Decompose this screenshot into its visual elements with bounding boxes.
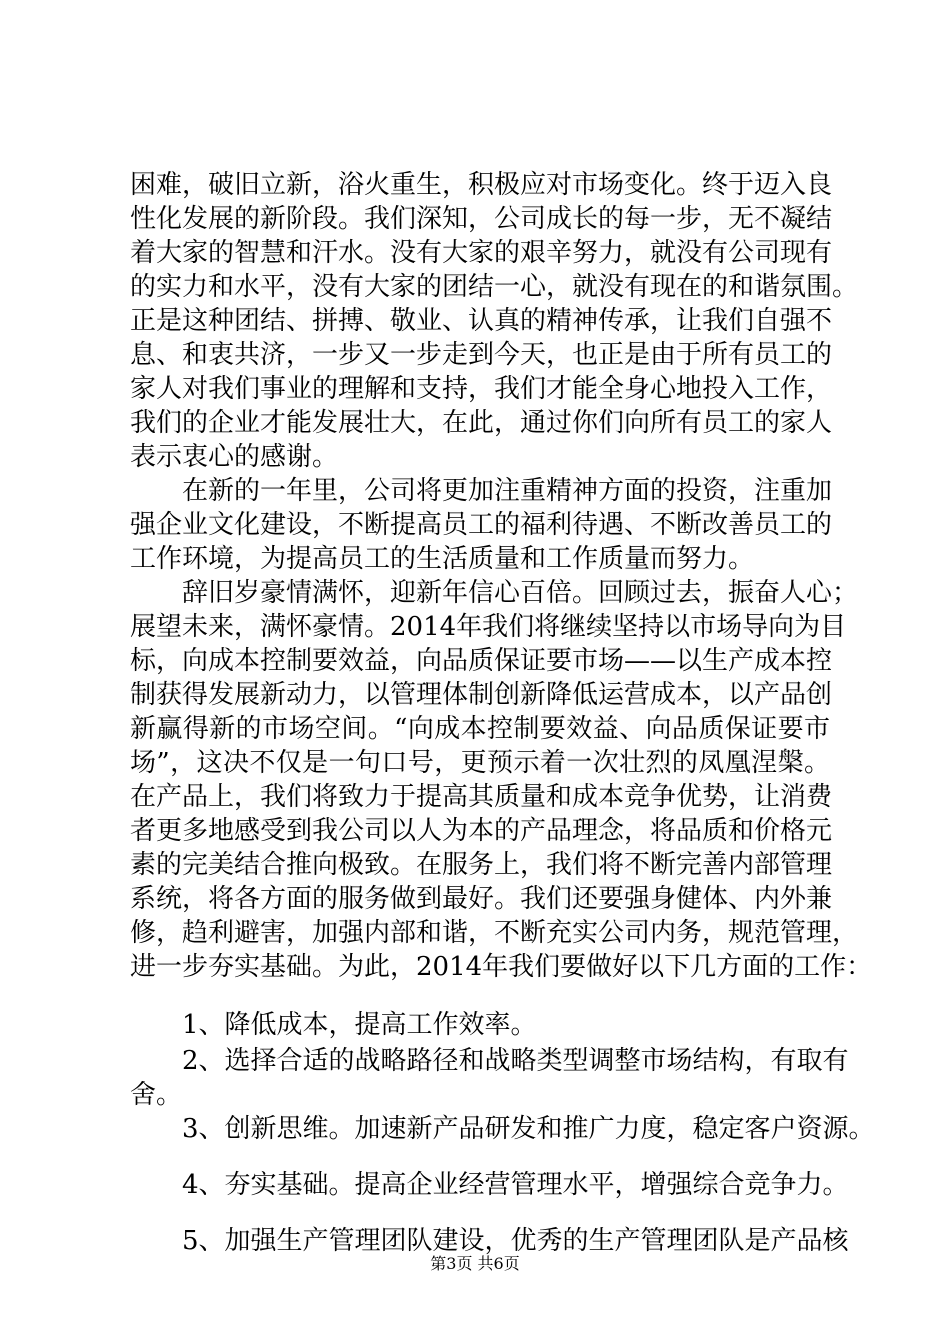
list-item-continuation: 舍。 (130, 1080, 183, 1110)
text-line: 系统，将各方面的服务做到最好。我们还要强身健体、内外兼 (130, 884, 833, 914)
text-line: 修，趋利避害，加强内部和谐，不断充实公司内务，规范管理， (130, 918, 859, 948)
text-line: 场”，这决不仅是一句口号，更预示着一次壮烈的凤凰涅槃。 (130, 748, 830, 778)
text-line: 在产品上，我们将致力于提高其质量和成本竞争优势，让消费 (130, 782, 833, 812)
text-line: 家人对我们事业的理解和支持，我们才能全身心地投入工作， (130, 374, 833, 404)
text-line: 着大家的智慧和汗水。没有大家的艰辛努力，就没有公司现有 (130, 238, 833, 268)
text-line: 进一步夯实基础。为此，2014年我们要做好以下几方面的工作： (130, 952, 873, 982)
text-line: 展望未来，满怀豪情。2014年我们将继续坚持以市场导向为目 (130, 612, 847, 642)
text-line: 表示衷心的感谢。 (130, 442, 339, 472)
text-line: 工作环境，为提高员工的生活质量和工作质量而努力。 (130, 544, 755, 574)
text-line: 辞旧岁豪情满怀，迎新年信心百倍。回顾过去，振奋人心； (182, 578, 859, 608)
list-item: 5、加强生产管理团队建设，优秀的生产管理团队是产品核 (182, 1226, 849, 1256)
text-line: 在新的一年里，公司将更加注重精神方面的投资，注重加 (182, 476, 833, 506)
text-line: 强企业文化建设，不断提高员工的福利待遇、不断改善员工的 (130, 510, 833, 540)
text-line: 者更多地感受到我公司以人为本的产品理念，将品质和价格元 (130, 816, 833, 846)
text-line: 新赢得新的市场空间。“向成本控制要效益、向品质保证要市 (130, 714, 830, 744)
text-line: 的实力和水平，没有大家的团结一心，就没有现在的和谐氛围。 (130, 272, 859, 302)
text-line: 困难，破旧立新，浴火重生，积极应对市场变化。终于迈入良 (130, 170, 833, 200)
text-line: 素的完美结合推向极致。在服务上，我们将不断完善内部管理 (130, 850, 833, 880)
list-item: 2、选择合适的战略路径和战略类型调整市场结构，有取有 (182, 1046, 849, 1076)
text-line: 正是这种团结、拼搏、敬业、认真的精神传承，让我们自强不 (130, 306, 833, 336)
text-line: 标，向成本控制要效益，向品质保证要市场——以生产成本控 (130, 646, 833, 676)
page-number: 第3页 共6页 (430, 1254, 520, 1273)
list-item: 1、降低成本，提高工作效率。 (182, 1010, 537, 1040)
text-line: 息、和衷共济，一步又一步走到今天，也正是由于所有员工的 (130, 340, 833, 370)
list-item: 3、创新思维。加速新产品研发和推广力度，稳定客户资源。 (182, 1114, 875, 1144)
text-line: 制获得发展新动力，以管理体制创新降低运营成本，以产品创 (130, 680, 833, 710)
text-line: 我们的企业才能发展壮大，在此，通过你们向所有员工的家人 (130, 408, 833, 438)
text-line: 性化发展的新阶段。我们深知，公司成长的每一步，无不凝结 (130, 204, 833, 234)
list-item: 4、夯实基础。提高企业经营管理水平，增强综合竞争力。 (182, 1170, 849, 1200)
